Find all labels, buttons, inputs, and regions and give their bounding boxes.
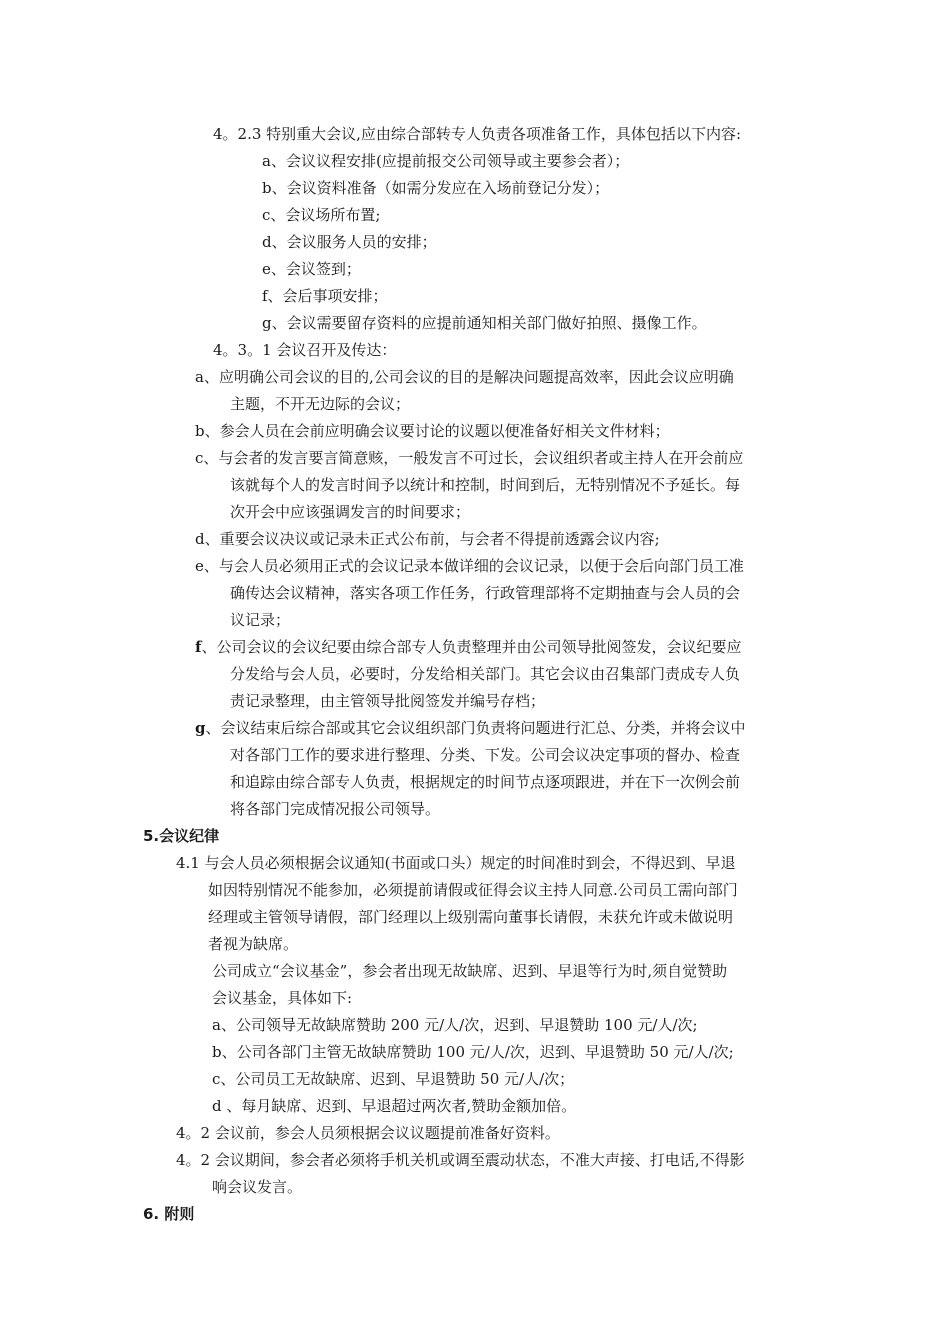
paragraph-line: 确传达会议精神，落实各项工作任务，行政管理部将不定期抽查与会人员的会 bbox=[230, 584, 741, 602]
paragraph-line: 经理或主管领导请假，部门经理以上级别需向董事长请假，未获允许或未做说明 bbox=[208, 908, 734, 926]
paragraph-line: 议记录； bbox=[230, 611, 291, 629]
section-4-3-1-title: 4。3。1 会议召开及传达： bbox=[213, 341, 397, 359]
list-item: c、公司员工无故缺席、迟到、早退赞助 50 元/人/次； bbox=[212, 1070, 575, 1088]
paragraph-line: 将各部门完成情况报公司领导。 bbox=[230, 800, 441, 818]
list-item: b、公司各部门主管无故缺席赞助 100 元/人/次，迟到、早退赞助 50 元/人/次; bbox=[212, 1043, 734, 1061]
paragraph-text: 、公司会议的会议纪要由综合部专人负责整理并由公司领导批阅签发，会议纪要应 bbox=[201, 638, 742, 656]
paragraph-line: 者视为缺席。 bbox=[208, 935, 299, 953]
section-4-2-3-title: 4。2.3 特别重大会议,应由综合部转专人负责各项准备工作，具体包括以下内容: bbox=[213, 125, 741, 143]
paragraph-line: 公司成立“会议基金”，参会者出现无故缺席、迟到、早退等行为时,须自觉赞助 bbox=[212, 962, 728, 980]
list-item: d、会议服务人员的安排； bbox=[262, 233, 437, 251]
paragraph-line: c、与会者的发言要言简意赅，一般发言不可过长，会议组织者或主持人在开会前应 bbox=[195, 449, 744, 467]
paragraph-line: 主题，不开无边际的会议； bbox=[230, 395, 411, 413]
list-item: d 、每月缺席、迟到、早退超过两次者,赞助金额加倍。 bbox=[212, 1097, 577, 1115]
paragraph-line: d、重要会议决议或记录未正式公布前，与会者不得提前透露会议内容; bbox=[195, 530, 660, 548]
paragraph-line: 次开会中应该强调发言的时间要求； bbox=[230, 503, 471, 521]
paragraph-line: 对各部门工作的要求进行整理、分类、下发。公司会议决定事项的督办、检查 bbox=[230, 746, 741, 764]
list-marker: f bbox=[195, 638, 202, 656]
paragraph-line bbox=[195, 637, 741, 657]
paragraph-line bbox=[195, 718, 746, 738]
paragraph-line: 责记录整理，由主管领导批阅签发并编号存档； bbox=[230, 692, 546, 710]
section-6-heading: 6. 附则 bbox=[143, 1205, 195, 1223]
section-5-heading: 5.会议纪律 bbox=[143, 827, 220, 845]
list-item: g、会议需要留存资料的应提前通知相关部门做好拍照、摄像工作。 bbox=[262, 314, 707, 332]
paragraph-line: 和追踪由综合部专人负责，根据规定的时间节点逐项跟进，并在下一次例会前 bbox=[230, 773, 741, 791]
list-item: a、公司领导无故缺席赞助 200 元/人/次，迟到、早退赞助 100 元/人/次; bbox=[212, 1016, 698, 1034]
paragraph-line: e、与会人员必须用正式的会议记录本做详细的会议记录，以便于会后向部门员工准 bbox=[195, 557, 744, 575]
paragraph-line: 响会议发言。 bbox=[212, 1178, 303, 1196]
paragraph-line: 如因特别情况不能参加，必须提前请假或征得会议主持人同意.公司员工需向部门 bbox=[208, 881, 738, 899]
list-item: a、会议议程安排(应提前报交公司领导或主要参会者）； bbox=[262, 152, 630, 170]
paragraph-line: a、应明确公司会议的目的,公司会议的目的是解决问题提高效率，因此会议应明确 bbox=[195, 368, 734, 386]
paragraph-line: 4.1 与会人员必须根据会议通知(书面或口头）规定的时间准时到会，不得迟到、早退 bbox=[176, 854, 736, 872]
paragraph-line: 4。2 会议期间，参会者必须将手机关机或调至震动状态，不准大声接、打电话,不得影 bbox=[176, 1151, 745, 1169]
list-item: b、会议资料准备（如需分发应在入场前登记分发）； bbox=[262, 179, 610, 197]
list-marker: g bbox=[195, 719, 206, 737]
list-item: c、会议场所布置; bbox=[262, 206, 381, 224]
paragraph-line: 会议基金，具体如下: bbox=[212, 989, 353, 1007]
paragraph-line: 该就每个人的发言时间予以统计和控制，时间到后，无特别情况不予延长。每 bbox=[230, 476, 741, 494]
list-item: f、会后事项安排； bbox=[262, 287, 388, 305]
paragraph-line: b、参会人员在会前应明确会议要讨论的议题以便准备好相关文件材料； bbox=[195, 422, 670, 440]
paragraph-line: 分发给与会人员，必要时，分发给相关部门。其它会议由召集部门责成专人负 bbox=[230, 665, 741, 683]
list-item: e、会议签到； bbox=[262, 260, 361, 278]
paragraph-line: 4。2 会议前，参会人员须根据会议议题提前准备好资料。 bbox=[176, 1124, 560, 1142]
paragraph-text: 、会议结束后综合部或其它会议组织部门负责将问题进行汇总、分类，并将会议中 bbox=[205, 719, 746, 737]
